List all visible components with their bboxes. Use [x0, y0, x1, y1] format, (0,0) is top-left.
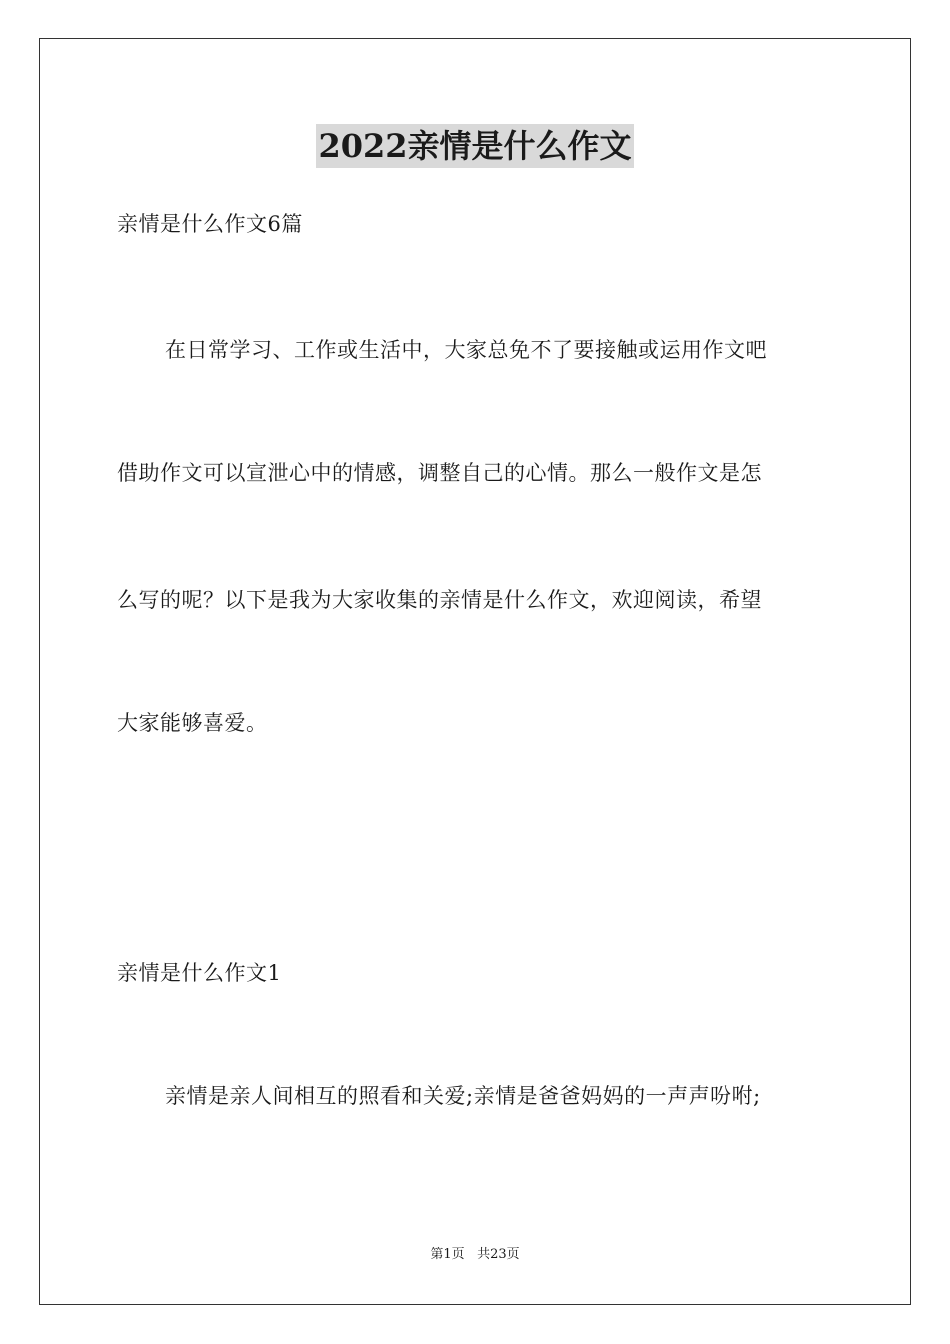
page-footer: [0, 1245, 950, 1265]
paragraph-line: 在日常学习、工作或生活中，大家总免不了要接触或运用作文吧: [165, 338, 767, 362]
paragraph-line: 借助作文可以宣泄心中的情感，调整自己的心情。那么一般作文是怎: [117, 461, 762, 485]
document-subtitle: 亲情是什么作文6篇: [117, 212, 303, 236]
page-number: 第1页: [430, 1247, 465, 1262]
section-heading: 亲情是什么作文1: [117, 961, 282, 985]
title-container: [0, 124, 950, 168]
paragraph-line: 大家能够喜爱。: [117, 711, 268, 735]
page-total: 共23页: [477, 1247, 520, 1262]
paragraph-line: 亲情是亲人间相互的照看和关爱;亲情是爸爸妈妈的一声声吩咐;: [165, 1084, 761, 1108]
document-title: 2022亲情是什么作文: [316, 124, 633, 168]
paragraph-line: 么写的呢？以下是我为大家收集的亲情是什么作文，欢迎阅读，希望: [117, 588, 762, 612]
